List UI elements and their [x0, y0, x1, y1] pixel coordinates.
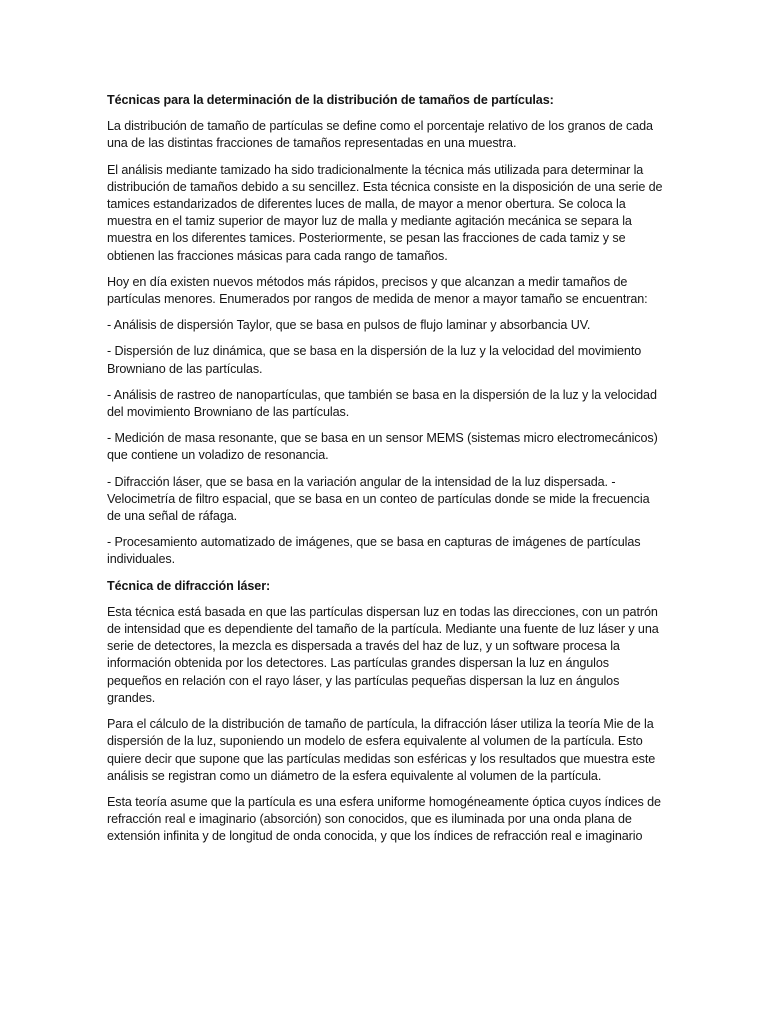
paragraph-sieving: El análisis mediante tamizado ha sido tradicionalmente la técnica más utilizada para determinar la distribución de tamaños debido a su sencillez. Esta técnica consiste en la disposición de una serie de tamices estandarizados de diferentes luces de malla, de mayor a menor obertura. Se coloca la muestra en el tamiz superior de mayor luz de malla y mediante agitación mecánica se separa la muestra en los diferentes tamices. Posteriormente, se pesan las fracciones de cada tamiz y se obtienen las fracciones másicas para cada rango de tamaños.	[107, 162, 663, 263]
section-title-laser-diffraction: Técnica de difracción láser:	[107, 578, 271, 593]
paragraph-laser-principle: Esta técnica está basada en que las partículas dispersan luz en todas las direcciones, con un patrón de intensidad que es dependiente del tamaño de la partícula. Mediante una fuente de luz láser y una serie de detectores, la mezcla es dispersada a través del haz de luz, y un software procesa la información obtenida por los detectores. Las partículas grandes dispersan la luz en ángulos pequeños en relación con el rayo láser, y las partículas pequeñas dispersan la luz en ángulos grandes.	[107, 604, 659, 705]
list-item-dynamic-light: - Dispersión de luz dinámica, que se basa en la dispersión de la luz y la velocidad del movimiento Browniano de las partículas.	[107, 344, 642, 376]
document-page	[107, 92, 663, 855]
list-item-taylor: - Análisis de dispersión Taylor, que se basa en pulsos de flujo laminar y absorbancia UV.	[107, 318, 591, 333]
list-item-laser-diffraction: - Difracción láser, que se basa en la variación angular de la intensidad de la luz dispersada. - Velocimetría de filtro espacial, que se basa en un conteo de partículas donde se mide la frecuencia de una señal de ráfaga.	[107, 474, 650, 524]
paragraph-new-methods: Hoy en día existen nuevos métodos más rápidos, precisos y que alcanzan a medir tamaños de partículas menores. Enumerados por rangos de medida de menor a mayor tamaño se encuentran:	[107, 274, 648, 307]
paragraph-definition: La distribución de tamaño de partículas se define como el porcentaje relativo de los granos de cada una de las distintas fracciones de tamaños representadas en una muestra.	[107, 119, 653, 151]
list-item-nanoparticle-tracking: - Análisis de rastreo de nanopartículas, que también se basa en la dispersión de la luz y la velocidad del movimiento Browniano de las partículas.	[107, 387, 657, 420]
document-title: Técnicas para la determinación de la distribución de tamaños de partículas:	[107, 93, 554, 107]
list-item-image-processing: - Procesamiento automatizado de imágenes, que se basa en capturas de imágenes de partículas individuales.	[107, 535, 641, 567]
paragraph-mie-theory: Para el cálculo de la distribución de tamaño de partícula, la difracción láser utiliza la teoría Mie de la dispersión de la luz, suponiendo un modelo de esfera equivalente al volumen de la partícula. Esto quiere decir que supone que las partículas medidas son esféricas y los resultados que muestra este análisis se registran como un diámetro de la esfera equivalente al volumen de la partícula.	[107, 717, 656, 783]
paragraph-theory-assumptions: Esta teoría asume que la partícula es una esfera uniforme homogéneamente óptica cuyos índices de refracción real e imaginario (absorción) son conocidos, que es iluminada por una onda plana de extensión infinita y de longitud de onda conocida, y que los índices de refracción real e imaginario	[107, 794, 661, 844]
list-item-resonant-mass: - Medición de masa resonante, que se basa en un sensor MEMS (sistemas micro electromecánicos) que contiene un voladizo de resonancia.	[107, 431, 658, 463]
